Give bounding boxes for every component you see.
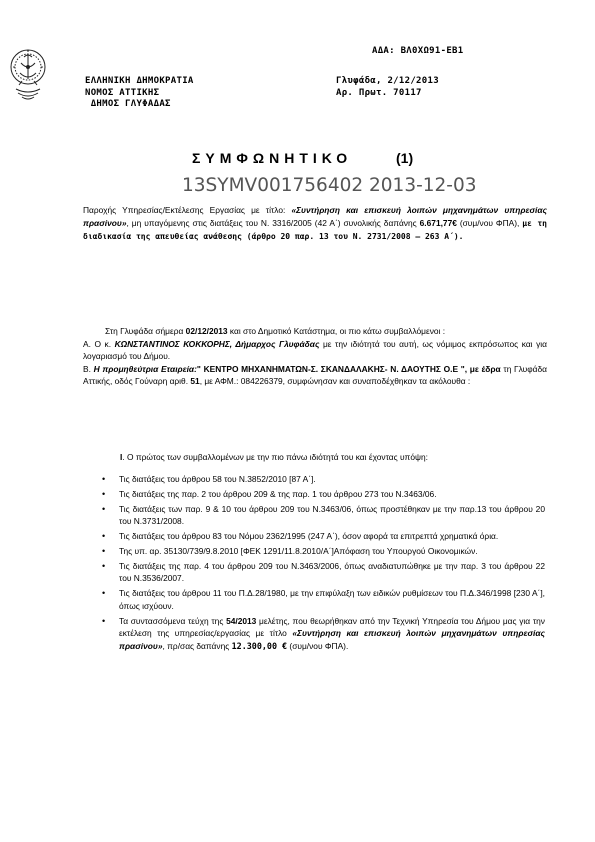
party-b-name: " ΚΕΝΤΡΟ ΜΗΧΑΝΗΜΑΤΩΝ-Σ. ΣΚΑΝΔΑΛΑΚΗΣ- Ν. ΔΑΟΥΤΗΣ Ο.Ε ", με έδρα — [196, 363, 501, 374]
bullet-icon: • — [102, 546, 106, 557]
party-a: Α. Ο κ. ΚΩΝΣΤΑΝΤΙΝΟΣ ΚΟΚΚΟΡΗΣ, Δήμαρχος Γλυφάδας με την ιδιότητά του αυτή, ως νόμιμος εκπρόσωπος και για λογαριασμό του Δήμου. — [83, 338, 547, 361]
intro-paragraph — [83, 204, 547, 244]
list-item: • Τις διατάξεις των παρ. 9 & 10 του άρθρου 209 του Ν.3463/06, όπως προστέθηκαν με την παρ.13 του άρθρου 20 του Ν.3731/2008. — [102, 503, 545, 527]
service-title: «Συντήρηση και επισκευή λοιπών μηχανημάτων υπηρεσίας πρασίνου» — [119, 628, 545, 651]
bullet-icon: • — [102, 615, 106, 626]
section-one-heading — [120, 451, 545, 464]
list-item: • Τις διατάξεις της παρ. 2 του άρθρου 209 & της παρ. 1 του άρθρου 273 του Ν.3463/06. — [102, 488, 437, 499]
party-b: Β. Η προμηθεύτρια Εταιρεία:" ΚΕΝΤΡΟ ΜΗΧΑΝΗΜΑΤΩΝ-Σ. ΣΚΑΝΔΑΛΑΚΗΣ- Ν. ΔΑΟΥΤΗΣ Ο.Ε ", με έδρα τη Γλυφάδα Αττικής, οδός Γούναρη αριθ. 51, με ΑΦΜ.: 084226379, συμφώνησαν και συναποδέχθηκαν τα ακόλουθα : — [83, 363, 548, 386]
bullet-icon: • — [102, 531, 106, 542]
issuer-country: ΕΛΛΗΝΙΚΗ ΔΗΜΟΚΡΑΤΙΑ — [85, 76, 194, 86]
list-item: • Τις διατάξεις της παρ. 4 του άρθρου 209 του Ν.3463/2006, όπως αναδιατυπώθηκε με την παρ. 3 του άρθρου 22 του Ν.3536/2007. — [102, 560, 545, 584]
document-date: Γλυφάδα, 2/12/2013 — [336, 76, 439, 86]
ada-code: ΑΔΑ: ΒΛ0ΧΩ91-ΕΒ1 — [372, 46, 464, 56]
protocol-number: Αρ. Πρωτ. 70117 — [336, 87, 422, 98]
issuer-prefecture: ΝΟΜΟΣ ΑΤΤΙΚΗΣ — [85, 87, 160, 98]
intro-text: (συμ/νου ΦΠΑ), — [456, 217, 523, 228]
study-number: 54/2013 — [226, 615, 257, 626]
list-item: • Τις διατάξεις του άρθρου 58 του Ν.3852/2010 [87 Α΄]. — [102, 474, 316, 484]
issuer-block — [85, 76, 194, 111]
list-item: • Της υπ. αρ. 35130/739/9.8.2010 [ΦΕΚ 1291/11.8.2010/Α΄]Απόφαση του Υπουργού Οικονομικών. — [102, 546, 478, 557]
bullet-icon: • — [102, 588, 106, 599]
municipal-seal-icon — [8, 45, 48, 107]
award-procedure: με τη διαδικασία της απευθείας ανάθεσης (άρθρο 20 παρ. 13 του Ν. 2731/2008 – 263 Α΄). — [83, 218, 547, 241]
party-b-street-number: 51 — [190, 376, 200, 386]
parties-intro: Στη Γλυφάδα σήμερα 02/12/2013 και στο Δημοτικό Κατάστημα, οι πιο κάτω συμβαλλόμενοι : — [105, 326, 446, 336]
signing-date: 02/12/2013 — [185, 326, 228, 336]
section-one-text: . Ο πρώτος των συμβαλλομένων με την πιο πάνω ιδιότητά του και έχοντας υπόψη: — [122, 452, 428, 462]
considerations-list — [100, 473, 545, 655]
document-title: ΣΥΜΦΩΝΗΤΙΚΟ — [192, 150, 353, 166]
study-budget: 12.300,00 € — [231, 640, 288, 651]
intro-text: Παροχής Υπηρεσίας/Εκτέλεσης Εργασίας με τίτλο: — [83, 205, 292, 215]
parties-paragraph — [83, 325, 547, 388]
party-a-name: ΚΩΝΣΤΑΝΤΙΝΟΣ ΚΟΚΚΟΡΗΣ, Δήμαρχος Γλυφάδας — [114, 338, 320, 349]
party-b-label: Η προμηθεύτρια Εταιρεία: — [93, 363, 197, 374]
bullet-icon: • — [102, 488, 106, 499]
list-item: • Τις διατάξεις του άρθρου 11 του Π.Δ.28/1980, με την επιφύλαξη των ειδικών ρυθμίσεων του Π.Δ.346/1998 [230 Α΄], όπως ισχύουν. — [102, 588, 545, 611]
bullet-icon: • — [102, 474, 106, 484]
list-item: • Τις διατάξεις του άρθρου 83 του Νόμου 2362/1995 (247 Α΄), όσον αφορά τα επιτρεπτά χρηματικά όρια. — [102, 531, 499, 542]
document-reference-stamp: 13SYMV001756402 2013-12-03 — [182, 175, 477, 196]
bullet-icon: • — [102, 560, 106, 571]
bullet-icon: • — [102, 503, 106, 514]
document-title-number: (1) — [396, 150, 414, 166]
service-title: «Συντήρηση και επισκευή λοιπών μηχανημάτων υπηρεσίας πρασίνου» — [83, 205, 547, 228]
intro-text: , μη υπαγόμενης στις διατάξεις του Ν. 3316/2005 (42 Α΄) συνολικής δαπάνης — [126, 217, 420, 228]
list-item: • Τα συντασσόμενα τεύχη της 54/2013 μελέτης, που θεωρήθηκαν από την Τεχνική Υπηρεσία του Δήμου μας για την εκτέλεση της υπηρεσίας/εργασίας με τίτλο «Συντήρηση και επισκευή λοιπών μηχανημάτων υπηρεσίας πρασίνου», πρ/σας δαπάνης 12.300,00 € (συμ/νου ΦΠΑ). — [102, 615, 545, 651]
section-one-number: Ι — [120, 452, 123, 462]
date-protocol-block — [336, 76, 439, 99]
total-cost: 6.671,77€ — [419, 217, 457, 228]
issuer-municipality: ΔΗΜΟΣ ΓΛΥΦΑΔΑΣ — [85, 99, 171, 110]
